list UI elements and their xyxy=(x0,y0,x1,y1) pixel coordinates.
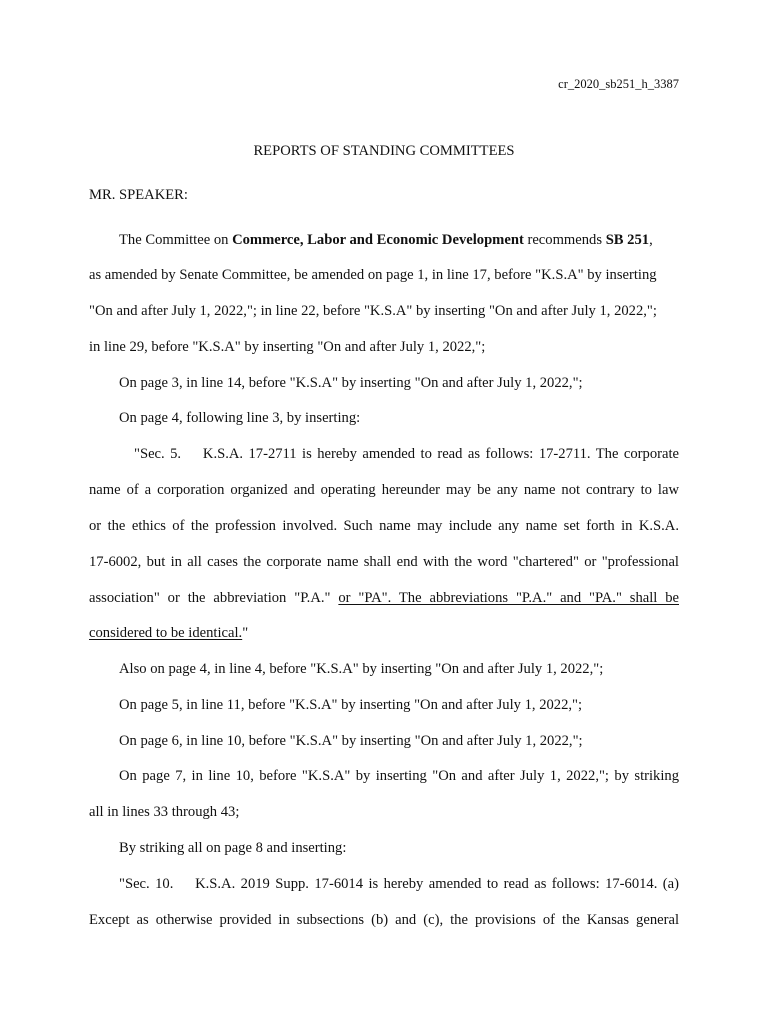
paragraph-line: as amended by Senate Committee, be amended on page 1, in line 17, before "K.S.A" by inserting xyxy=(89,267,657,283)
sec10-line: "Sec. 10. K.S.A. 2019 Supp. 17-6014 is hereby amended to read as follows: 17-6014. (a) xyxy=(119,876,679,892)
paragraph-line: in line 29, before "K.S.A" by inserting "On and after July 1, 2022,"; xyxy=(89,339,486,355)
inserted-text: or "PA". The abbreviations "P.A." and "PA." shall be xyxy=(338,590,679,606)
amendment-page-4-line-4: Also on page 4, in line 4, before "K.S.A" by inserting "On and after July 1, 2022,"; xyxy=(119,661,604,677)
text-segment: association" or the abbreviation "P.A." xyxy=(89,590,331,606)
amendment-page-8: By striking all on page 8 and inserting: xyxy=(119,840,347,856)
amendment-page-5: On page 5, in line 11, before "K.S.A" by inserting "On and after July 1, 2022,"; xyxy=(119,697,583,713)
sec5-line: 17-6002, but in all cases the corporate name shall end with the word "chartered" or "professional xyxy=(89,554,679,570)
text-segment: recommends xyxy=(523,232,606,248)
sec5-line: name of a corporation organized and operating hereunder may be any name not contrary to law xyxy=(89,482,679,498)
amendment-page-7: On page 7, in line 10, before "K.S.A" by inserting "On and after July 1, 2022,"; by striking xyxy=(119,768,679,784)
text-segment: " xyxy=(242,625,249,641)
section-heading: REPORTS OF STANDING COMMITTEES xyxy=(253,143,515,159)
bill-number: SB 251 xyxy=(605,232,650,248)
inserted-text: considered to be identical. xyxy=(89,625,243,641)
sec5-line: "Sec. 5. K.S.A. 17-2711 is hereby amended to read as follows: 17-2711. The corporate xyxy=(134,446,679,462)
document-id: cr_2020_sb251_h_3387 xyxy=(558,77,679,91)
sec5-line xyxy=(89,624,679,642)
amendment-page-6: On page 6, in line 10, before "K.S.A" by inserting "On and after July 1, 2022,"; xyxy=(119,733,583,749)
sec10-line: Except as otherwise provided in subsections (b) and (c), the provisions of the Kansas general xyxy=(89,912,679,928)
sec5-line xyxy=(89,589,679,607)
paragraph-line: "On and after July 1, 2022,"; in line 22, before "K.S.A" by inserting "On and after July 1, 2022,"; xyxy=(89,303,657,319)
salutation: MR. SPEAKER: xyxy=(89,187,188,203)
committee-recommendation-line xyxy=(119,231,679,249)
text-segment: , xyxy=(649,232,653,248)
committee-name: Commerce, Labor and Economic Development xyxy=(232,232,524,248)
sec5-line: or the ethics of the profession involved. Such name may include any name set forth in K.S.A. xyxy=(89,518,679,534)
amendment-page-4: On page 4, following line 3, by inserting: xyxy=(119,410,361,426)
amendment-page-3: On page 3, in line 14, before "K.S.A" by inserting "On and after July 1, 2022,"; xyxy=(119,375,583,391)
text-segment: The Committee on xyxy=(119,232,233,248)
paragraph-line: all in lines 33 through 43; xyxy=(89,804,240,820)
